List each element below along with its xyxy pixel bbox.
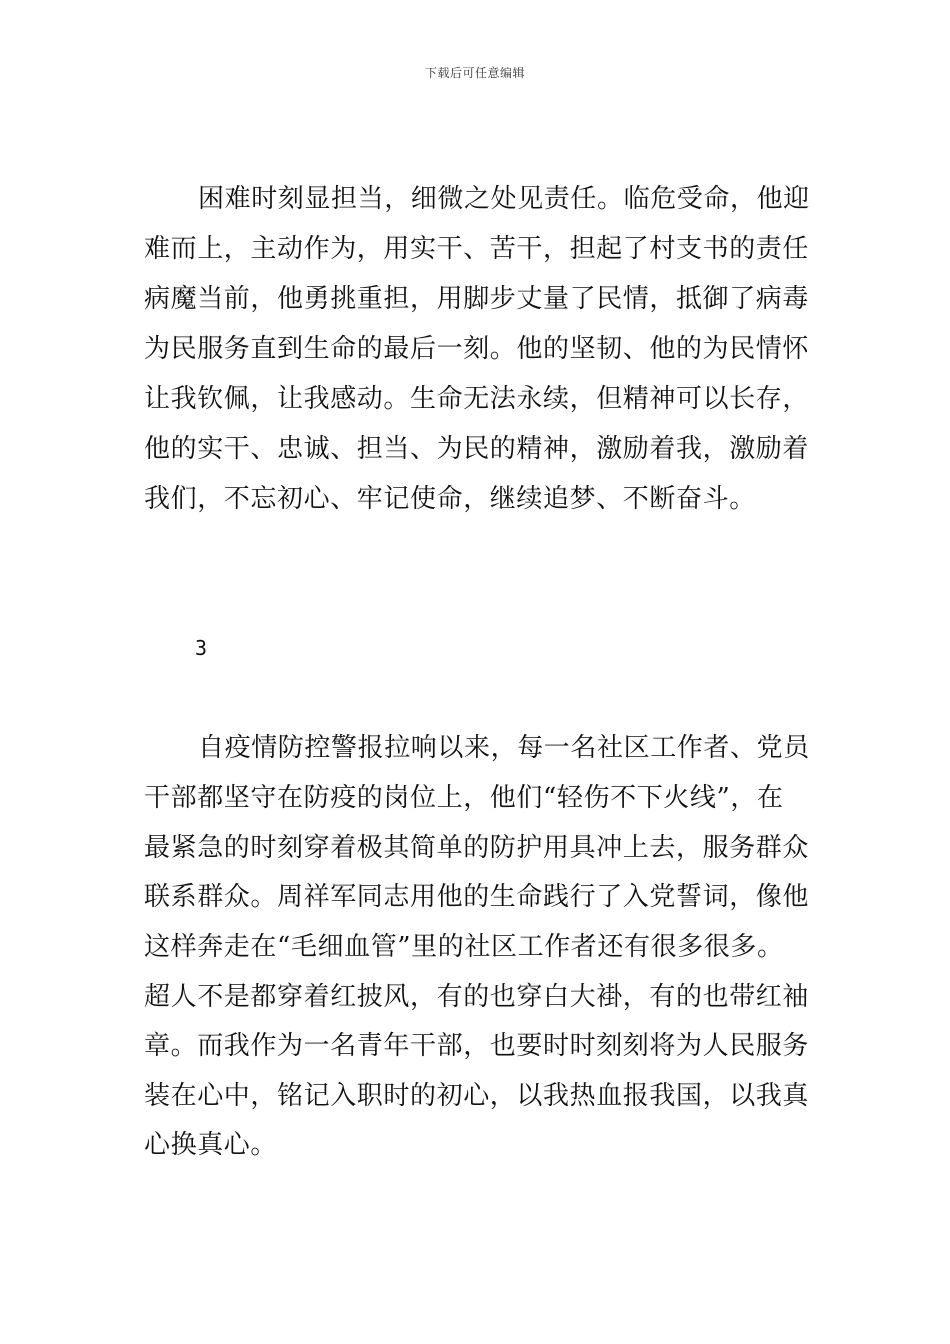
paragraph-line: 联系群众。周祥军同志用他的生命践行了入党誓词，像他: [144, 882, 810, 912]
page-header: 下载后可任意编辑: [424, 66, 525, 80]
paragraph-line: 病魔当前，他勇挑重担，用脚步丈量了民情，抵御了病毒: [144, 284, 810, 314]
paragraph-line: 我们，不忘初心、牢记使命，继续追梦、不断奋斗。: [144, 484, 756, 514]
paragraph-line: 他的实干、忠诚、担当、为民的精神，激励着我，激励着: [144, 434, 810, 464]
paragraph-line: 难而上，主动作为，用实干、苦干，担起了村支书的责任: [144, 234, 810, 264]
paragraph-line: 最紧急的时刻穿着极其简单的防护用具冲上去，服务群众: [144, 833, 810, 863]
paragraph-line: 自疫情防控警报拉响以来，每一名社区工作者、党员: [198, 733, 810, 763]
paragraph-line: 心换真心。: [144, 1130, 278, 1160]
paragraph-line: 章。而我作为一名青年干部，也要时时刻刻将为人民服务: [144, 1031, 810, 1061]
section-number: 3: [195, 636, 208, 660]
paragraph-line: 这样奔走在“毛细血管”里的社区工作者还有很多很多。: [144, 932, 784, 962]
paragraph-line: 困难时刻显担当，细微之处见责任。临危受命，他迎: [198, 184, 810, 214]
paragraph-line: 为民服务直到生命的最后一刻。他的坚韧、他的为民情怀: [144, 334, 810, 364]
paragraph-line: 让我钦佩，让我感动。生命无法永续，但精神可以长存，: [144, 384, 810, 414]
paragraph-line: 装在心中，铭记入职时的初心，以我热血报我国，以我真: [144, 1081, 810, 1111]
paragraph-line: 超人不是都穿着红披风，有的也穿白大褂，有的也带红袖: [144, 982, 810, 1012]
paragraph-line: 干部都坚守在防疫的岗位上，他们“轻伤不下火线”，在: [144, 783, 784, 813]
